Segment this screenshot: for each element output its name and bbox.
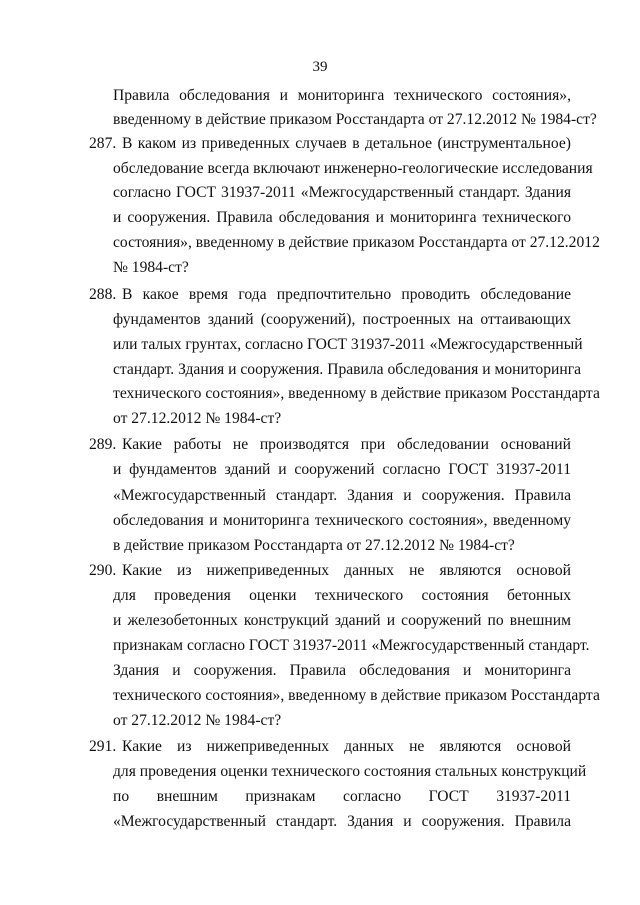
question-line: обследование всегда включают инженерно-геологические исследования (113, 160, 593, 177)
question-line: Какие работы не производятся при обследовании оснований (122, 436, 571, 453)
question-line: «Межгосударственный стандарт. Здания и сооружения. Правила (113, 487, 571, 504)
question-line: или талых грунтах, согласно ГОСТ 31937-2011 «Межгосударственный (113, 336, 583, 353)
question-line: для проведения оценки технического состояния стальных конструкций (113, 763, 587, 780)
question-line: Какие из нижеприведенных данных не являются основой (122, 562, 571, 579)
question-line: признакам согласно ГОСТ 31937-2011 «Межгосударственный стандарт. (113, 637, 590, 654)
question-line: обследования и мониторинга технического состояния», введенному (113, 512, 571, 529)
question-line: и сооружения. Правила обследования и мониторинга технического (113, 209, 571, 226)
question-line: «Межгосударственный стандарт. Здания и сооружения. Правила (113, 813, 571, 830)
question-line: Здания и сооружения. Правила обследования и мониторинга (113, 662, 571, 679)
question-line: и железобетонных конструкций зданий и сооружений по внешним (113, 612, 571, 629)
question-line: от 27.12.2012 № 1984-ст? (113, 712, 282, 729)
question-line: В каком из приведенных случаев в детальное (инструментальное) (122, 135, 571, 152)
continuation-line: Правила обследования и мониторинга технического состояния», (113, 87, 571, 104)
question-line: для проведения оценки технического состояния бетонных (113, 587, 571, 604)
question-line: фундаментов зданий (сооружений), построенных на оттаивающих (113, 311, 571, 328)
question-number: 289. (89, 436, 117, 453)
question-line: технического состояния», введенному в действие приказом Росстандарта (113, 687, 600, 704)
question-line: В какое время года предпочтительно проводить обследование (122, 286, 571, 303)
question-line: состояния», введенному в действие приказом Росстандарта от 27.12.2012 (113, 234, 600, 251)
question-number: 291. (89, 738, 117, 755)
question-number: 287. (89, 135, 117, 152)
question-line: и фундаментов зданий и сооружений согласно ГОСТ 31937-2011 (113, 461, 571, 478)
question-line: стандарт. Здания и сооружения. Правила обследования и мониторинга (113, 361, 582, 378)
question-line: по внешним признакам согласно ГОСТ 31937-2011 (113, 788, 571, 805)
question-line: Какие из нижеприведенных данных не являются основой (122, 738, 571, 755)
question-line: технического состояния», введенному в действие приказом Росстандарта (113, 385, 600, 402)
continuation-line: введенному в действие приказом Росстандарта от 27.12.2012 № 1984-ст? (113, 111, 597, 128)
question-line: в действие приказом Росстандарта от 27.12.2012 № 1984-ст? (113, 537, 515, 554)
question-number: 290. (89, 562, 117, 579)
question-line: от 27.12.2012 № 1984-ст? (113, 410, 282, 427)
question-number: 288. (89, 286, 117, 303)
question-line: № 1984-ст? (113, 259, 189, 276)
question-line: согласно ГОСТ 31937-2011 «Межгосударственный стандарт. Здания (113, 184, 571, 201)
page-number: 39 (312, 59, 328, 75)
